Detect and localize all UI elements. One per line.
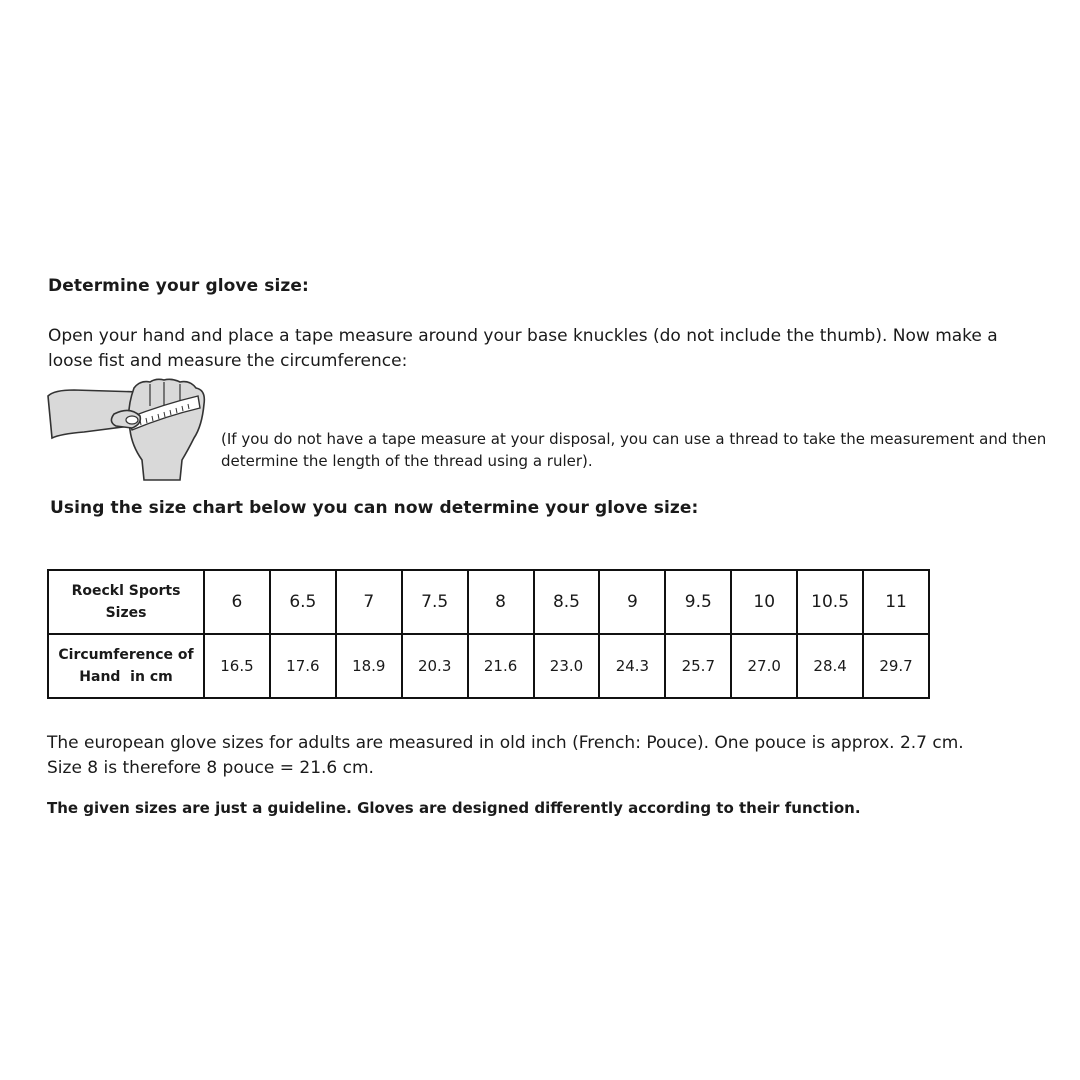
circumference-cell: 23.0 [534,634,600,698]
hand-measuring-tape-icon [44,376,220,488]
instructions [48,324,1058,374]
size-cell: 10.5 [797,570,863,634]
sizes-row [48,570,929,634]
thread-note [221,428,1066,472]
thread-note-line-1: (If you do not have a tape measure at your disposal, you can use a thread to take the measurement and then [221,430,1047,448]
sizes-header-line-1: Roeckl Sports [71,583,181,599]
size-cell: 7.5 [402,570,468,634]
size-cell: 8 [468,570,534,634]
sizes-header-line-2: Sizes [105,605,147,621]
pouce-explanation-line-2: Size 8 is therefore 8 pouce = 21.6 cm. [47,758,374,778]
circumference-cell: 17.6 [270,634,336,698]
thread-note-line-2: determine the length of the thread using a ruler). [221,452,593,470]
size-cell: 6.5 [270,570,336,634]
size-cell: 9.5 [665,570,731,634]
size-chart-table [47,569,930,699]
size-cell: 6 [204,570,270,634]
circumference-cell: 25.7 [665,634,731,698]
circumference-cell: 29.7 [863,634,929,698]
circumference-cell: 28.4 [797,634,863,698]
instructions-line-1: Open your hand and place a tape measure around your base knuckles (do not include the thumb). Now make a [48,326,998,346]
circumference-cell: 27.0 [731,634,797,698]
circumference-row [48,634,929,698]
sizes-row-header [48,570,204,634]
pouce-explanation-line-1: The european glove sizes for adults are measured in old inch (French: Pouce). One pouce is approx. 2.7 cm. [47,733,964,753]
instructions-line-2: loose fist and measure the circumference: [48,351,408,371]
circumference-cell: 20.3 [402,634,468,698]
circumference-cell: 18.9 [336,634,402,698]
circumference-cell: 21.6 [468,634,534,698]
size-cell: 9 [599,570,665,634]
circumference-cell: 24.3 [599,634,665,698]
circumference-header-line-2: Hand in cm [79,669,173,685]
size-cell: 7 [336,570,402,634]
pouce-explanation [47,731,1057,781]
page-title: Determine your glove size: [48,276,309,296]
chart-heading: Using the size chart below you can now determine your glove size: [50,498,699,518]
circumference-row-header [48,634,204,698]
size-cell: 10 [731,570,797,634]
circumference-header-line-1: Circumference of [58,647,194,663]
circumference-cell: 16.5 [204,634,270,698]
guideline-disclaimer: The given sizes are just a guideline. Gloves are designed differently according to their function. [47,799,861,817]
size-cell: 8.5 [534,570,600,634]
size-cell: 11 [863,570,929,634]
